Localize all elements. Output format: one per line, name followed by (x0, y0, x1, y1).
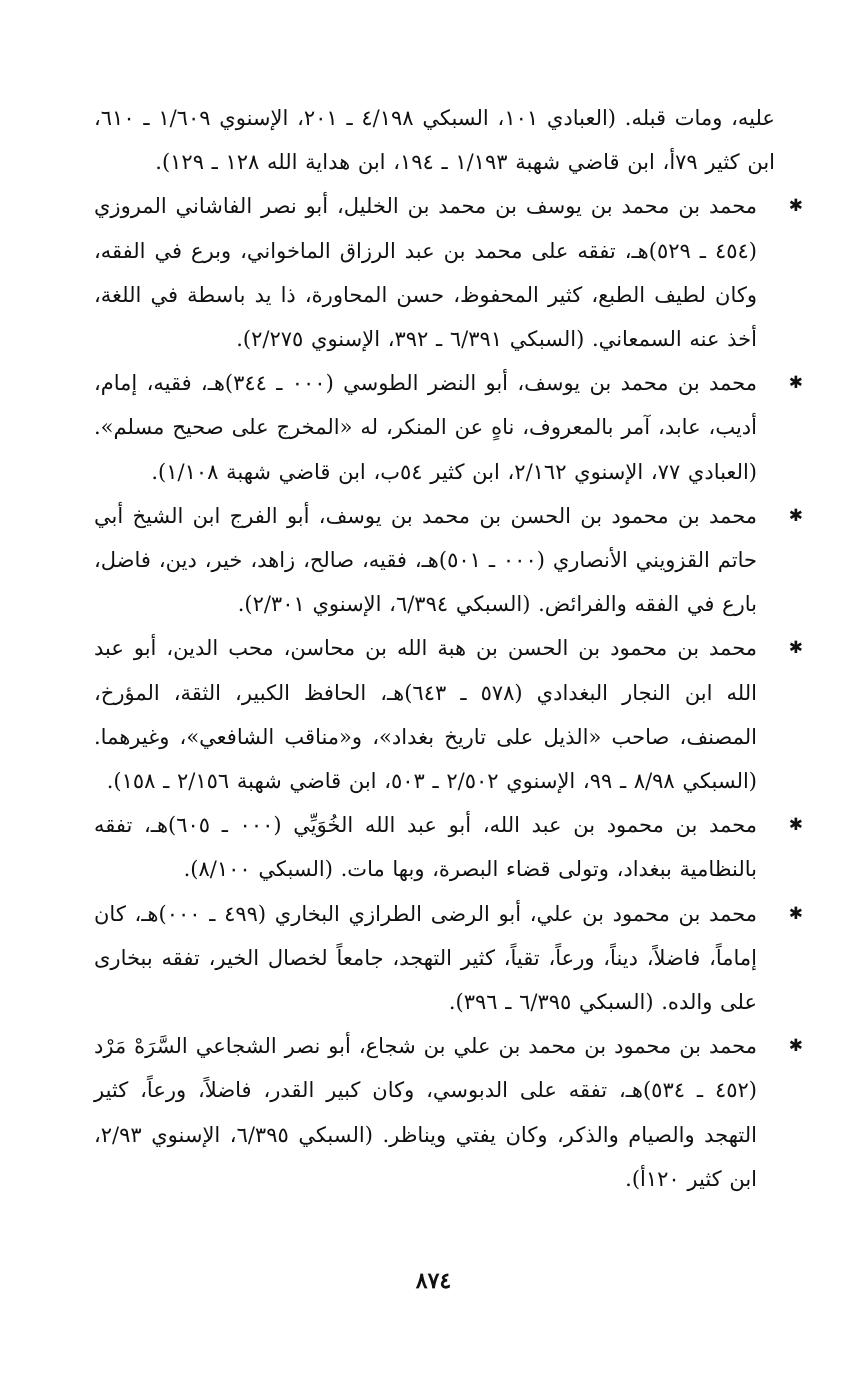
biography-entry: ✱ محمد بن محمود بن علي، أبو الرضى الطرازي البخاري (٤٩٩ ـ ٠٠٠)هـ، كان إماماً، فاضلاً، ديناً، ورعاً، تقياً، كثير التهجد، جامعاً لخصال الخير، تفقه ببخارى على والده. (السبكي ٦/٣٩٥ ـ ٣٩٦). (94, 892, 775, 1025)
biography-entry: ✱ محمد بن محمود بن الحسن بن هبة الله بن محاسن، محب الدين، أبو عبد الله ابن النجار البغدادي (٥٧٨ ـ ٦٤٣)هـ، الحافظ الكبير، الثقة، المؤرخ، المصنف، صاحب «الذيل على تاريخ بغداد»، و«مناقب الشافعي»، وغيرهما. (السبكي ٨/٩٨ ـ ٩٩، الإسنوي ٢/٥٠٢ ـ ٥٠٣، ابن قاضي شهبة ٢/١٥٦ ـ ١٥٨). (94, 626, 775, 803)
biography-entry: ✱ محمد بن محمود بن محمد بن علي بن شجاع، أبو نصر الشجاعي السَّرَهْ مَرْد (٤٥٢ ـ ٥٣٤)هـ، تفقه على الدبوسي، وكان كبير القدر، فاضلاً، ورعاً، كثير التهجد والصيام والذكر، وكان يفتي ويناظر. (السبكي ٦/٣٩٥، الإسنوي ٢/٩٣، ابن كثير ١٢٠أ). (94, 1024, 775, 1201)
biography-entry: ✱ محمد بن محمد بن يوسف بن محمد بن الخليل، أبو نصر الفاشاني المروزي (٤٥٤ ـ ٥٢٩)هـ، تفقه على محمد بن عبد الرزاق الماخواني، وبرع في الفقه، وكان لطيف الطبع، كثير المحفوظ، حسن المحاورة، ذا يد باسطة في اللغة، أخذ عنه السمعاني. (السبكي ٦/٣٩١ ـ ٣٩٢، الإسنوي ٢/٢٧٥). (94, 184, 775, 361)
biography-entry: ✱ محمد بن محمد بن يوسف، أبو النضر الطوسي (٠٠٠ ـ ٣٤٤)هـ، فقيه، إمام، أديب، عابد، آمر بالمعروف، ناهٍ عن المنكر، له «المخرج على صحيح مسلم». (العبادي ٧٧، الإسنوي ٢/١٦٢، ابن كثير ٥٤ب، ابن قاضي شهبة ١/١٠٨). (94, 361, 775, 494)
biography-entry: ✱ محمد بن محمود بن عبد الله، أبو عبد الله الخُوَيِّي (٠٠٠ ـ ٦٠٥)هـ، تفقه بالنظامية ببغداد، وتولى قضاء البصرة، وبها مات. (السبكي ٨/١٠٠). (94, 803, 775, 891)
biography-entries (94, 96, 775, 1201)
biography-entry: ✱ محمد بن محمود بن الحسن بن محمد بن يوسف، أبو الفرج ابن الشيخ أبي حاتم القزويني الأنصاري (٠٠٠ ـ ٥٠١)هـ، فقيه، صالح، زاهد، خير، دين، فاضل، بارع في الفقه والفرائض. (السبكي ٦/٣٩٤، الإسنوي ٢/٣٠١). (94, 494, 775, 627)
continued-entry-text: عليه، ومات قبله. (العبادي ١٠١، السبكي ٤/١٩٨ ـ ٢٠١، الإسنوي ١/٦٠٩ ـ ٦١٠، ابن كثير ٧٩أ، ابن قاضي شهبة ١/١٩٣ ـ ١٩٤، ابن هداية الله ١٢٨ ـ ١٢٩). (94, 106, 775, 175)
page-number: ٨٧٤ (415, 1268, 452, 1294)
